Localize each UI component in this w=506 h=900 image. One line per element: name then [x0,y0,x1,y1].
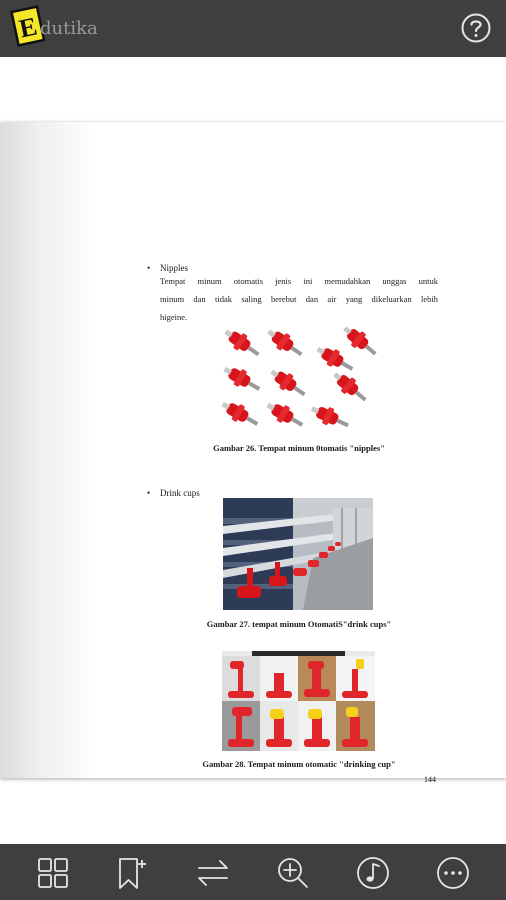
swap-arrows-icon [196,856,230,890]
section1-line2: minum dan tidak saling berebut dan air yang dikeluarkan lebih [160,294,438,304]
figure-nipples [220,327,380,432]
page-content [0,122,506,784]
zoom-in-icon [276,856,310,890]
document-page[interactable] [0,122,506,784]
logo-letter: E [16,11,40,44]
help-button[interactable] [460,12,492,44]
zoom-button[interactable] [276,856,310,890]
top-bar [0,0,506,57]
caption-figure-26: Gambar 26. Tempat minum 0tomatis "nipples" [213,443,385,453]
grid-icon [36,856,70,890]
section1-line3: higeine. [160,312,188,322]
page-flip-button[interactable] [196,856,230,890]
more-dots-icon [436,856,470,890]
section1-heading: Nipples [160,263,188,273]
page-number: 144 [424,775,436,784]
help-icon [460,12,492,44]
app-title: dutika [40,18,98,39]
bottom-toolbar [0,844,506,900]
reader-stage[interactable] [0,57,506,844]
bookmark-plus-icon [115,856,149,890]
more-button[interactable] [436,856,470,890]
section2-heading: Drink cups [160,488,200,498]
bullet-dot: • [147,488,151,498]
caption-figure-28: Gambar 28. Tempat minum otomatic "drinking cup" [202,759,396,769]
caption-figure-27: Gambar 27. tempat minum OtomatiS"drink cups" [206,619,392,629]
music-note-icon [356,856,390,890]
figure-drinking-cup-collage [222,651,375,751]
bookmark-add-button[interactable] [115,856,149,890]
music-button[interactable] [356,856,390,890]
section1-paragraph [160,272,438,326]
bullet-dot: • [147,263,151,273]
figure-drink-cups [223,498,373,610]
thumbnails-button[interactable] [36,856,70,890]
section1-line1: Tempat minum otomatis jenis ini memudahkan unggas untuk [160,276,438,286]
